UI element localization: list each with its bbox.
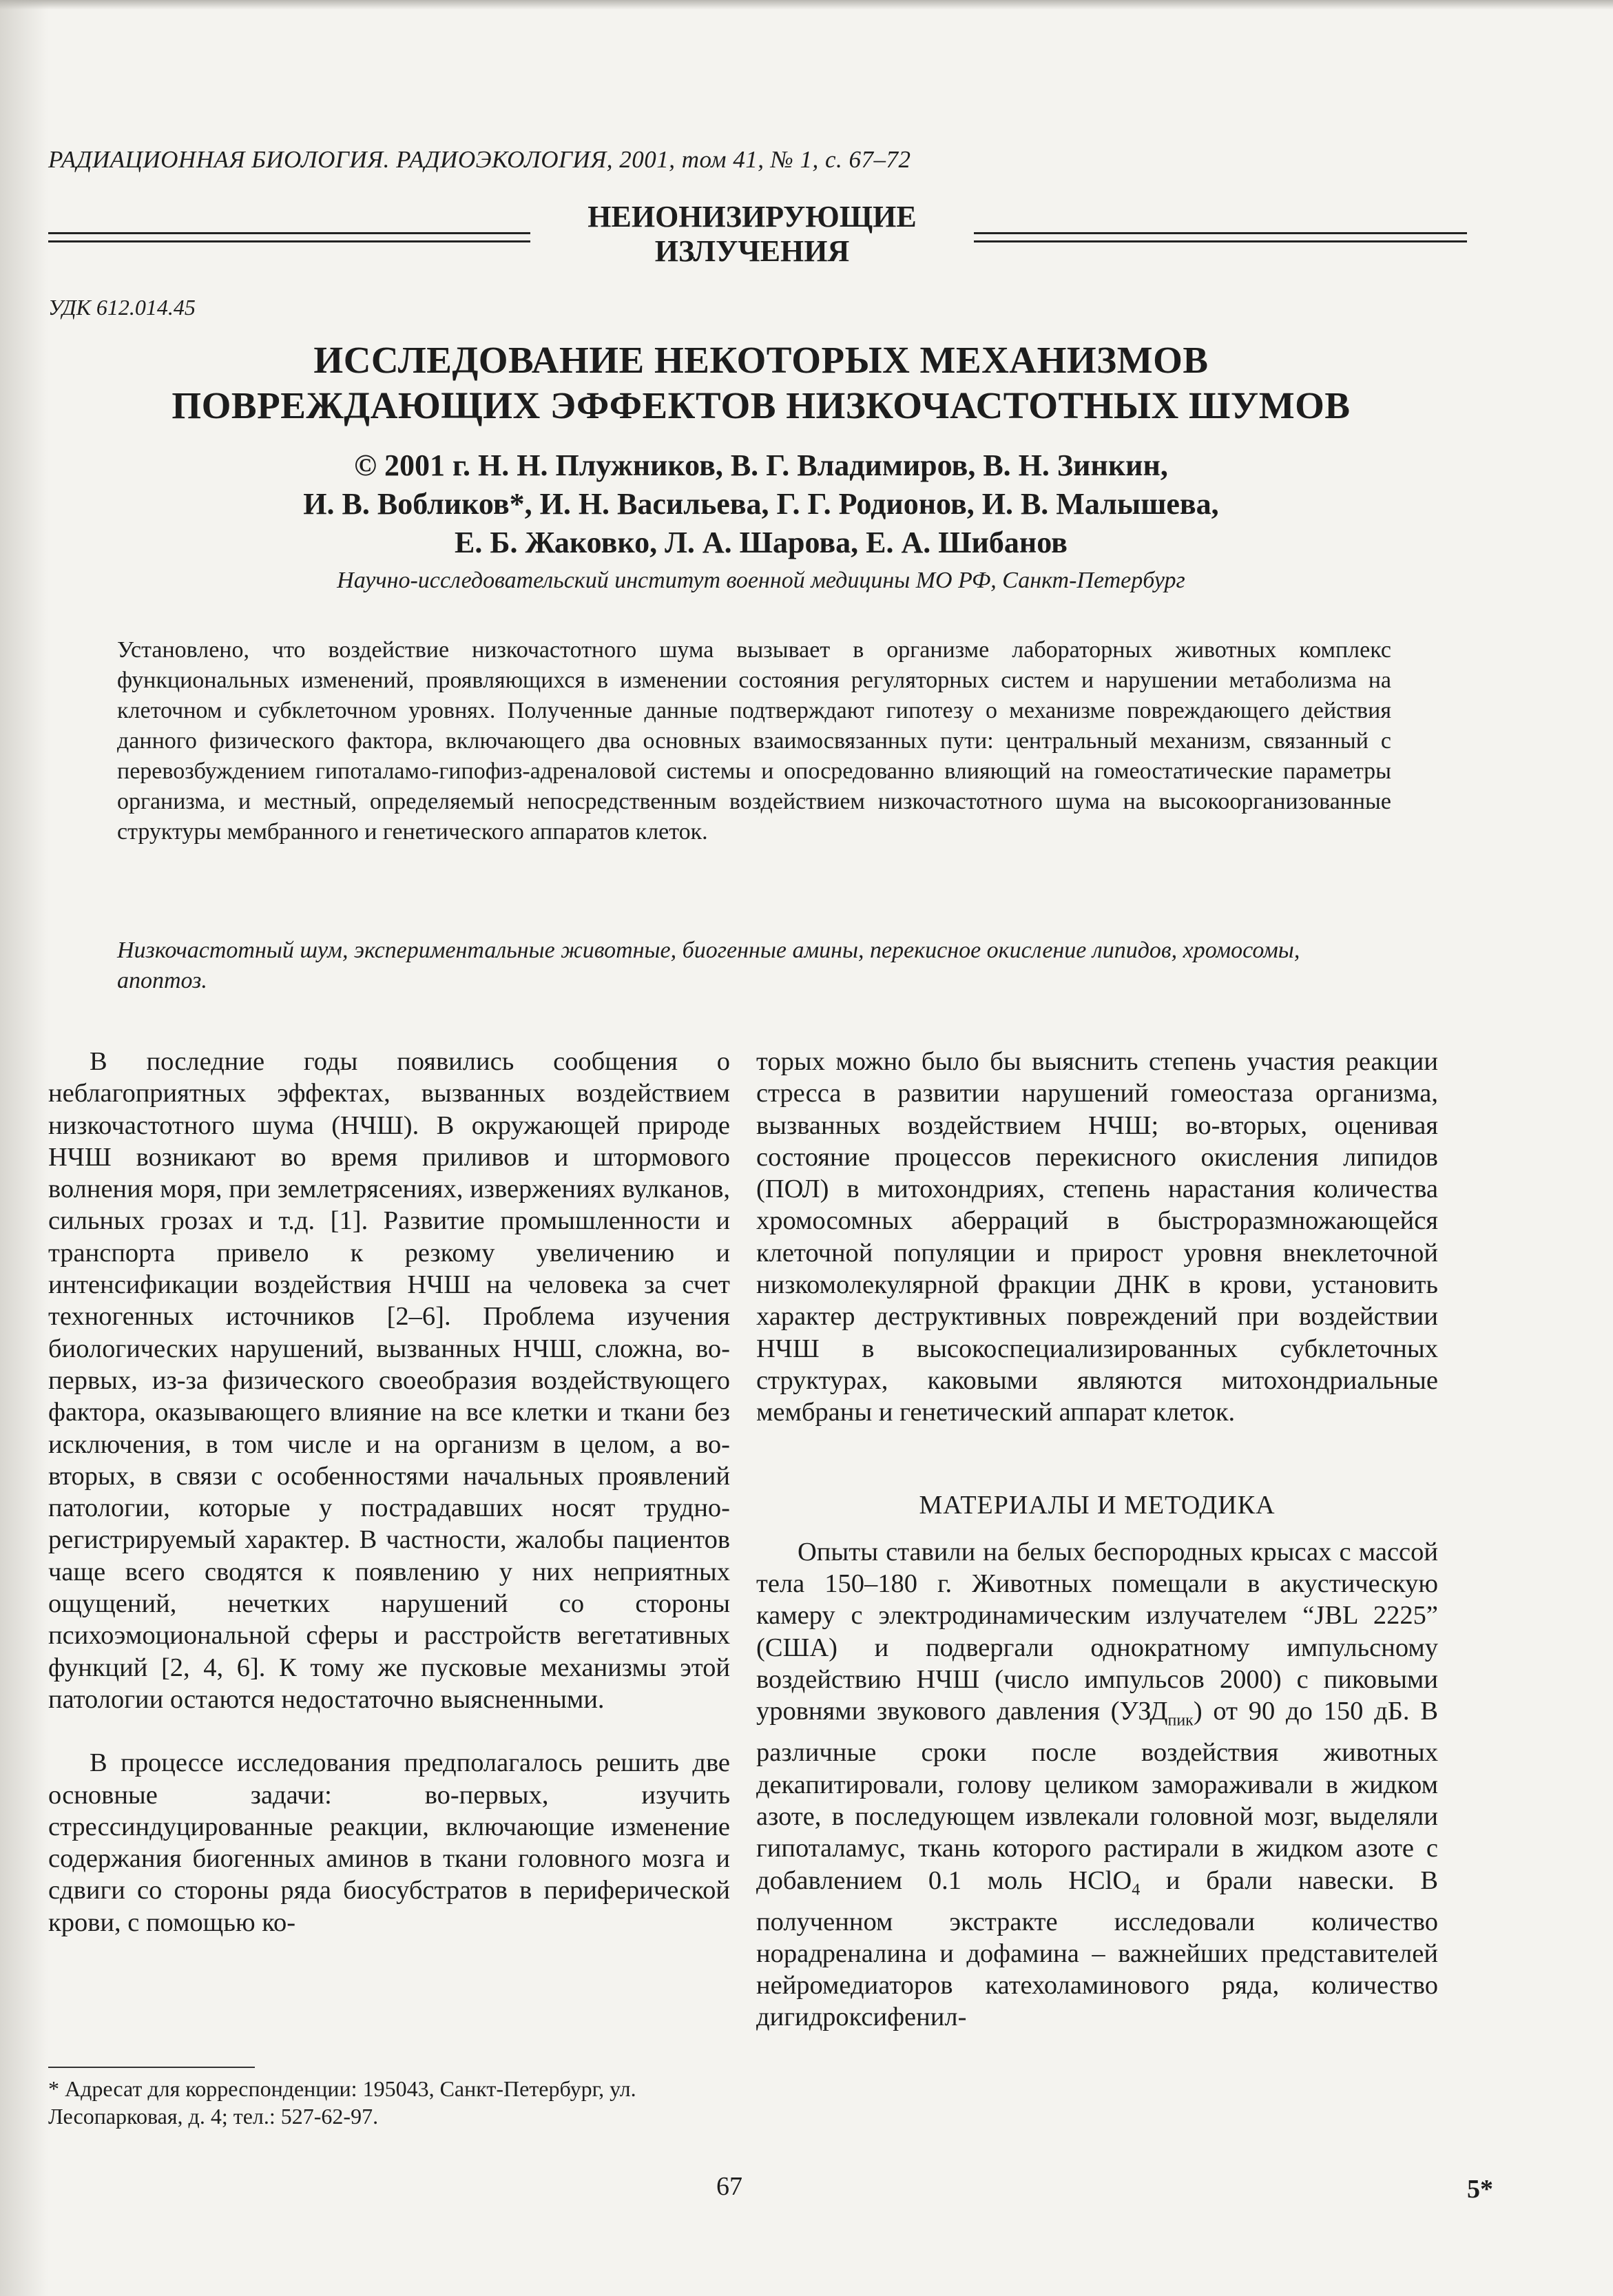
paragraph-objectives-continued: торых можно было бы выяснить степень участия реакции стресса в развитии нарушений гомеостаза организма, вызванных воздействием НЧШ; во-вторых, оценивая состояние процессов перекисного окисления липидов (ПОЛ) в митохондриях, степень нарастания количества хромосомных аберраций в быстроразмножающейся клеточной популяции и прирост уровня внеклеточной низкомолекулярной фракции ДНК в крови, установить характер деструктивных повреждений при воздействии НЧШ в высокоспециализированных субклеточных структурах, каковыми являются митохондриальные мембраны и генетический аппарат клеток. xyxy=(756,1047,1438,1427)
methods-text-c: и брали навески. В полученном экстракте исследовали количество норадреналина и дофамина – важнейших представителей нейромедиаторов катехоламинового ряда, количество дигидроксифенил- xyxy=(756,1865,1438,2032)
signature-mark: 5* xyxy=(1467,2175,1493,2204)
keywords: Низкочастотный шум, экспериментальные животные, биогенные амины, перекисное окисление липидов, хромосомы, апоптоз. xyxy=(117,938,1300,993)
section-title-line2: ИЗЛУЧЕНИЯ xyxy=(654,234,850,268)
paragraph-objectives: В процессе исследования предполагалось решить две основные задачи: во-первых, изучить стрессиндуцированные реакции, включающие изменение содержания биогенных аминов в ткани головного мозга и сдвиги со стороны ряда биосубстратов в периферической крови, с помощью ко- xyxy=(48,1748,730,1937)
authors-line2: И. В. Вобликов*, И. Н. Васильева, Г. Г. Родионов, И. В. Малышева, xyxy=(303,487,1219,521)
subscript-pik: пик xyxy=(1167,1712,1194,1730)
authors xyxy=(48,446,1474,562)
footnote-rule xyxy=(48,2067,255,2068)
methods-text-b: ) от 90 до 150 дБ. В различные сроки после воздействия животных декапитировали, голову целиком замораживали в жидком азоте, в последующем извлекали головной мозг, выделяли гипоталамус, ткань которого растирали в жидком азоте с добавлением 0.1 моль HClO xyxy=(756,1697,1438,1895)
journal-running-head: РАДИАЦИОННАЯ БИОЛОГИЯ. РАДИОЭКОЛОГИЯ, 2001, том 41, № 1, с. 67–72 xyxy=(48,146,911,173)
body-column-right xyxy=(756,1046,1438,2034)
section-title-line1: НЕИОНИЗИРУЮЩИЕ xyxy=(587,200,917,234)
article-title-line1: ИССЛЕДОВАНИЕ НЕКОТОРЫХ МЕХАНИЗМОВ xyxy=(313,339,1209,381)
section-title xyxy=(530,200,974,269)
paragraph-intro: В последние годы появились сообщения о неблагоприятных эффектах, вызванных воздействием низкочастотного шума (НЧШ). В окружающей природе НЧШ возникают во время приливов и штормового волнения моря, при землетрясениях, извержениях вулканов, сильных грозах и т.д. [1]. Развитие промышленности и транспорта привело к резкому увеличению и интенсификации воздействия НЧШ на человека за счет техногенных источников [2–6]. Проблема изучения биологических нарушений, вызванных НЧШ, сложна, во-первых, из-за физического своеобразия воздействующего фактора, оказывающего влияние на все клетки и ткани без исключения, в том числе и на организм в целом, а во-вторых, в связи с особенностями начальных проявлений патологии, которые у пострадавших носят труднорегистрируемый характер. В частности, жалобы пациентов чаще всего сводятся к появлению у них неприятных ощущений, нечетких нарушений со стороны психоэмоциональной сферы и расстройств вегетативных функций [2, 4, 6]. К тому же пусковые механизмы этой патологии остаются недостаточно выясненными. xyxy=(48,1047,730,1714)
page-number: 67 xyxy=(716,2172,742,2201)
scan-top-edge xyxy=(0,0,1613,10)
section-rule-right xyxy=(974,232,1467,242)
body-column-left xyxy=(48,1046,730,1938)
abstract: Установлено, что воздействие низкочастотного шума вызывает в организме лабораторных животных комплекс функциональных изменений, проявляющихся в изменении состояния регуляторных систем и нарушении метаболизма на клеточном и субклеточном уровнях. Полученные данные подтверждают гипотезу о механизме повреждающего действия данного физического фактора, включающего два основных взаимосвязанных пути: центральный механизм, связанный с перевозбуждением гипоталамо-гипофиз-адреналовой системы и опосредованно влияющий на гомеостатические параметры организма, и местный, определяемый непосредственным воздействием низкочастотного шума на высокоорганизованные структуры мембранного и генетического аппаратов клеток. xyxy=(117,637,1391,845)
article-title xyxy=(48,338,1474,428)
udk-code: УДК 612.014.45 xyxy=(48,295,196,320)
methods-text-a: Опыты ставили на белых беспородных крысах с массой тела 150–180 г. Животных помещали в акустическую камеру с электродинамическим излучателем “JBL 2225” (США) и подвергали однократному импульсному воздействию НЧШ (число импульсов 2000) с пиковыми уровнями звукового давления (УЗД xyxy=(756,1537,1438,1726)
methods-heading: МАТЕРИАЛЫ И МЕТОДИКА xyxy=(919,1490,1276,1520)
article-title-line2: ПОВРЕЖДАЮЩИХ ЭФФЕКТОВ НИЗКОЧАСТОТНЫХ ШУМОВ xyxy=(171,384,1351,426)
authors-line1: © 2001 г. Н. Н. Плужников, В. Г. Владимиров, В. Н. Зинкин, xyxy=(354,448,1168,482)
scan-shadow xyxy=(0,0,48,2296)
footnote: * Адресат для корреспонденции: 195043, Санкт-Петербург, ул. Лесопарковая, д. 4; тел.: 527-62-97. xyxy=(48,2076,636,2129)
section-rule-left xyxy=(48,232,530,242)
authors-line3: Е. Б. Жаковко, Л. А. Шарова, Е. А. Шибанов xyxy=(455,526,1068,559)
paragraph-methods xyxy=(756,1536,1438,2034)
affiliation: Научно-исследовательский институт военной медицины МО РФ, Санкт-Петербург xyxy=(337,568,1185,593)
section-heading xyxy=(48,200,1467,282)
subscript-4: 4 xyxy=(1132,1881,1141,1899)
